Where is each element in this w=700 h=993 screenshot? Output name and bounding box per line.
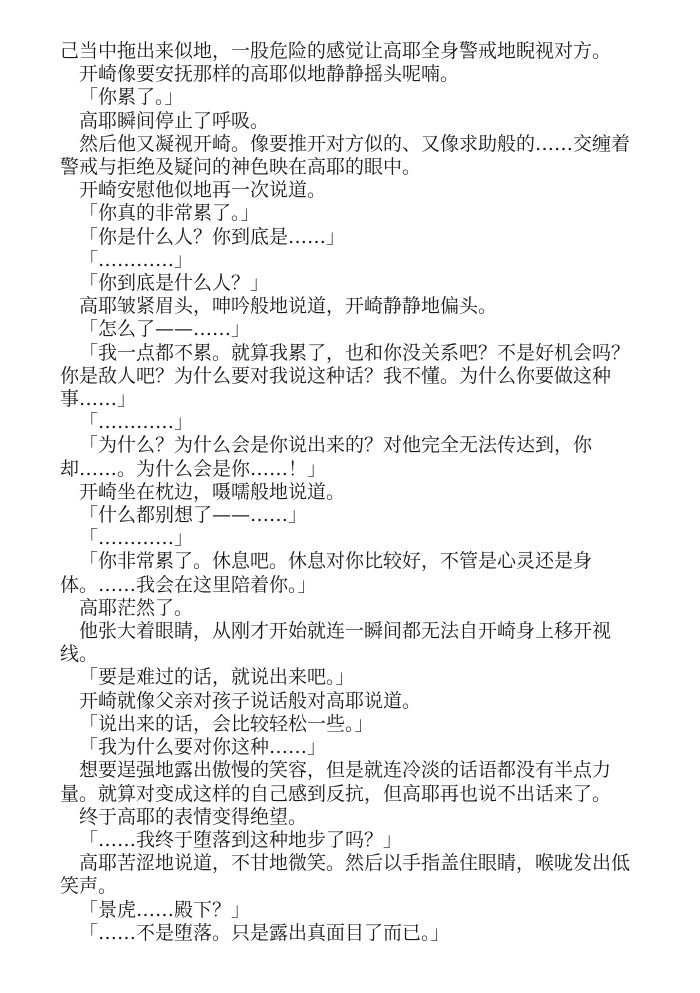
paragraph: 高耶瞬间停止了呼吸。 <box>79 109 270 132</box>
dialogue-line: 「…………」 <box>79 411 194 434</box>
dialogue-line: 「景虎……殿下？」 <box>79 898 251 921</box>
dialogue-line: 「…………」 <box>79 248 194 271</box>
dialogue-line: 「怎么了——……」 <box>79 318 251 341</box>
dialogue-line: 「…………」 <box>79 527 194 550</box>
dialogue-line: 「我为什么要对你这种……」 <box>79 736 327 759</box>
paragraph: 他张大着眼睛，从刚才开始就连一瞬间都无法自开崎身上移开视线。 <box>60 620 612 666</box>
dialogue-line: 「你到底是什么人？」 <box>79 272 270 295</box>
paragraph: 己当中拖出来似地，一股危险的感觉让高耶全身警戒地睨视对方。 <box>60 40 612 62</box>
dialogue-line: 「要是难过的话，就说出来吧。」 <box>79 666 355 689</box>
dialogue-line: 「……我终于堕落到这种地步了吗？」 <box>79 828 403 851</box>
dialogue-line: 「……不是堕落。只是露出真面目了而已。」 <box>79 921 450 944</box>
paragraph: 开崎坐在枕边，嗫嚅般地说道。 <box>79 480 346 503</box>
dialogue-line: 「你是什么人？你到底是……」 <box>79 225 346 248</box>
paragraph: 高耶皱紧眉头，呻吟般地说道，开崎静静地偏头。 <box>79 295 498 318</box>
paragraph: 然后他又凝视开崎。像要推开对方似的、又像求助般的……交缠着警戒与拒绝及疑问的神色映在高耶的眼中。 <box>60 132 631 179</box>
dialogue-line: 「什么都别想了——……」 <box>79 504 308 527</box>
paragraph: 开崎像要安抚那样的高耶似地静静摇头呢喃。 <box>79 63 460 86</box>
paragraph: 高耶苦涩地说道，不甘地微笑。然后以手指盖住眼睛，喉咙发出低笑声。 <box>60 852 631 898</box>
paragraph: 想要逞强地露出傲慢的笑容，但是就连冷淡的话语都没有半点力量。就算对变成这样的自己感到反抗，但高耶再也说不出话来了。 <box>60 759 612 805</box>
dialogue-line: 「你非常累了。休息吧。休息对你比较好，不管是心灵还是身体。……我会在这里陪着你。」 <box>60 550 593 596</box>
dialogue-line: 「我一点都不累。就算我累了，也和你没关系吧？不是好机会吗？你是敌人吧？为什么要对我说这种话？我不懂。为什么你要做这种事……」 <box>60 341 631 411</box>
dialogue-line: 「你真的非常累了。」 <box>79 202 260 225</box>
paragraph: 开崎就像父亲对孩子说话般对高耶说道。 <box>79 689 422 712</box>
dialogue-line: 「你累了。」 <box>79 86 184 109</box>
paragraph: 高耶茫然了。 <box>79 596 194 619</box>
paragraph: 开崎安慰他似地再一次说道。 <box>79 179 327 202</box>
novel-page <box>60 40 640 945</box>
dialogue-line: 「为什么？为什么会是你说出来的？对他完全无法传达到，你却……。为什么会是你……！」 <box>60 434 593 480</box>
paragraph: 终于高耶的表情变得绝望。 <box>79 805 308 828</box>
dialogue-line: 「说出来的话，会比较轻松一些。」 <box>79 712 374 735</box>
